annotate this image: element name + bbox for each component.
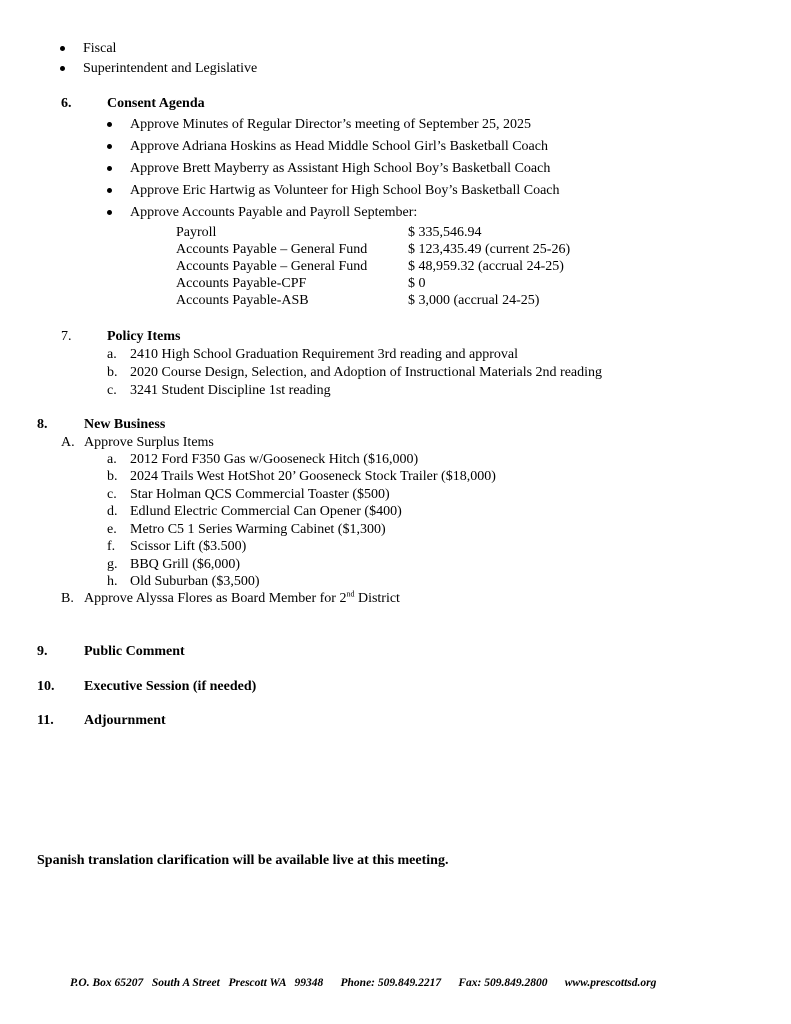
payable-amount: $ 3,000 (accrual 24-25) [408, 293, 540, 308]
surplus-marker: h. [107, 574, 118, 589]
section-11-number: 11. [37, 713, 54, 728]
new-business-a-text: Approve Surplus Items [84, 435, 214, 450]
consent-item: Approve Minutes of Regular Director’s meeting of September 25, 2025 [130, 117, 531, 132]
section-7-title: Policy Items [107, 329, 181, 344]
footer-contact: P.O. Box 65207 South A Street Prescott WA 99348 Phone: 509.849.2217 Fax: 509.849.2800 www.prescottsd.org [70, 977, 657, 989]
surplus-item: BBQ Grill ($6,000) [130, 557, 241, 572]
policy-item: 2020 Course Design, Selection, and Adoption of Instructional Materials 2nd reading [130, 365, 603, 380]
surplus-marker: b. [107, 469, 118, 484]
surplus-marker: d. [107, 504, 118, 519]
payable-label: Accounts Payable-ASB [176, 293, 309, 308]
payable-label: Payroll [176, 225, 217, 240]
payable-label: Accounts Payable – General Fund [176, 242, 368, 257]
section-6-number: 6. [61, 96, 72, 111]
bullet-fiscal: Fiscal [83, 41, 117, 56]
consent-item: Approve Brett Mayberry as Assistant High School Boy’s Basketball Coach [130, 161, 551, 176]
policy-marker: c. [107, 383, 117, 398]
payable-amount: $ 0 [408, 276, 426, 291]
bullet-superintendent: Superintendent and Legislative [83, 61, 258, 76]
consent-item: Approve Accounts Payable and Payroll September: [130, 205, 418, 220]
surplus-item: Edlund Electric Commercial Can Opener ($400) [130, 504, 402, 519]
surplus-marker: g. [107, 557, 118, 572]
payable-amount: $ 335,546.94 [408, 225, 482, 240]
section-11-title: Adjournment [84, 713, 166, 728]
section-10-number: 10. [37, 679, 55, 694]
section-8-title: New Business [84, 417, 166, 432]
policy-marker: b. [107, 365, 118, 380]
section-8-number: 8. [37, 417, 48, 432]
new-business-b-text [84, 590, 400, 607]
surplus-marker: e. [107, 522, 117, 537]
surplus-item: Star Holman QCS Commercial Toaster ($500) [130, 487, 390, 502]
payable-amount: $ 123,435.49 (current 25-26) [408, 242, 571, 257]
payable-label: Accounts Payable-CPF [176, 276, 307, 291]
policy-marker: a. [107, 347, 117, 362]
section-9-title: Public Comment [84, 644, 185, 659]
consent-item: Approve Adriana Hoskins as Head Middle School Girl’s Basketball Coach [130, 139, 548, 154]
payable-label: Accounts Payable – General Fund [176, 259, 368, 274]
payable-amount: $ 48,959.32 (accrual 24-25) [408, 259, 564, 274]
new-business-b-marker: B. [61, 591, 74, 606]
section-9-number: 9. [37, 644, 48, 659]
surplus-item: Scissor Lift ($3.500) [130, 539, 247, 554]
board-member-text: Approve Alyssa Flores as Board Member for 2 [84, 591, 347, 606]
new-business-a-marker: A. [61, 435, 75, 450]
surplus-marker: f. [107, 539, 116, 554]
surplus-item: 2012 Ford F350 Gas w/Gooseneck Hitch ($16,000) [130, 452, 419, 467]
surplus-item: 2024 Trails West HotShot 20’ Gooseneck Stock Trailer ($18,000) [130, 469, 496, 484]
surplus-item: Metro C5 1 Series Warming Cabinet ($1,300) [130, 522, 386, 537]
section-7-number: 7. [61, 329, 72, 344]
district-text: District [354, 591, 400, 606]
surplus-marker: a. [107, 452, 117, 467]
policy-item: 2410 High School Graduation Requirement 3rd reading and approval [130, 347, 519, 362]
surplus-marker: c. [107, 487, 117, 502]
policy-item: 3241 Student Discipline 1st reading [130, 383, 331, 398]
section-10-title: Executive Session (if needed) [84, 679, 257, 694]
section-6-title: Consent Agenda [107, 96, 205, 111]
consent-item: Approve Eric Hartwig as Volunteer for High School Boy’s Basketball Coach [130, 183, 560, 198]
ordinal-suffix: nd [346, 589, 355, 599]
spanish-translation-note: Spanish translation clarification will be available live at this meeting. [37, 853, 449, 868]
surplus-item: Old Suburban ($3,500) [130, 574, 260, 589]
